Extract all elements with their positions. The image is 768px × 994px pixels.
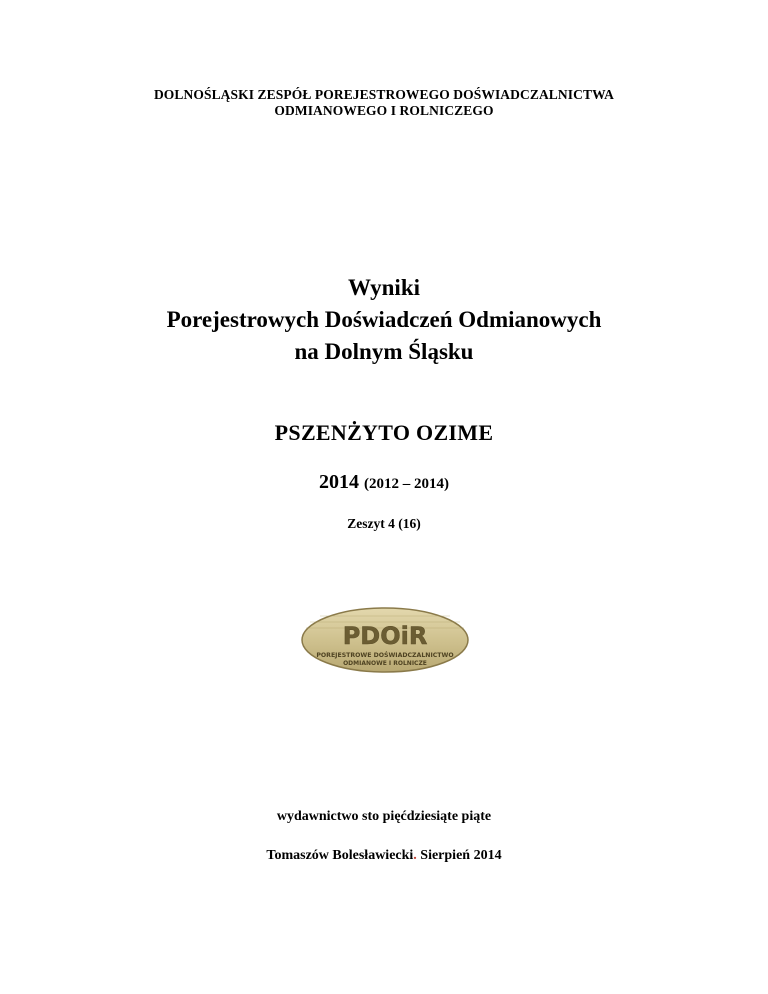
title-line-3: na Dolnym Śląsku [294, 339, 474, 364]
title-line-1: Wyniki [347, 275, 420, 300]
year-main: 2014 [319, 471, 359, 493]
document-title [0, 272, 768, 368]
organization-header [0, 87, 768, 119]
place-and-date [0, 847, 768, 865]
year-range: (2012 – 2014) [364, 476, 449, 492]
organization-line-1: DOLNOŚLĄSKI ZESPÓŁ POREJESTROWEGO DOŚWIADCZALNICTWA [153, 87, 615, 102]
place-name: Tomaszów Bolesławiecki [266, 848, 414, 863]
place-separator: . [413, 848, 417, 863]
logo-text-line-1: POREJESTROWE DOŚWIADCZALNICTWO [316, 652, 454, 659]
title-line-2: Porejestrowych Doświadczeń Odmianowych [166, 307, 602, 332]
edition-note: wydawnictwo sto pięćdziesiąte piąte [276, 809, 492, 824]
year-line [0, 469, 768, 497]
logo-text-line-2: ODMIANOWE I ROLNICZE [343, 660, 427, 667]
issue-number: Zeszyt 4 (16) [347, 516, 421, 531]
crop-name: PSZENŻYTO OZIME [274, 420, 494, 445]
publication-date: Sierpień 2014 [420, 848, 502, 863]
organization-line-2: ODMIANOWEGO I ROLNICZEGO [274, 103, 494, 118]
pdoir-logo-icon [300, 606, 470, 674]
logo-acronym: PDOiR [342, 622, 428, 650]
